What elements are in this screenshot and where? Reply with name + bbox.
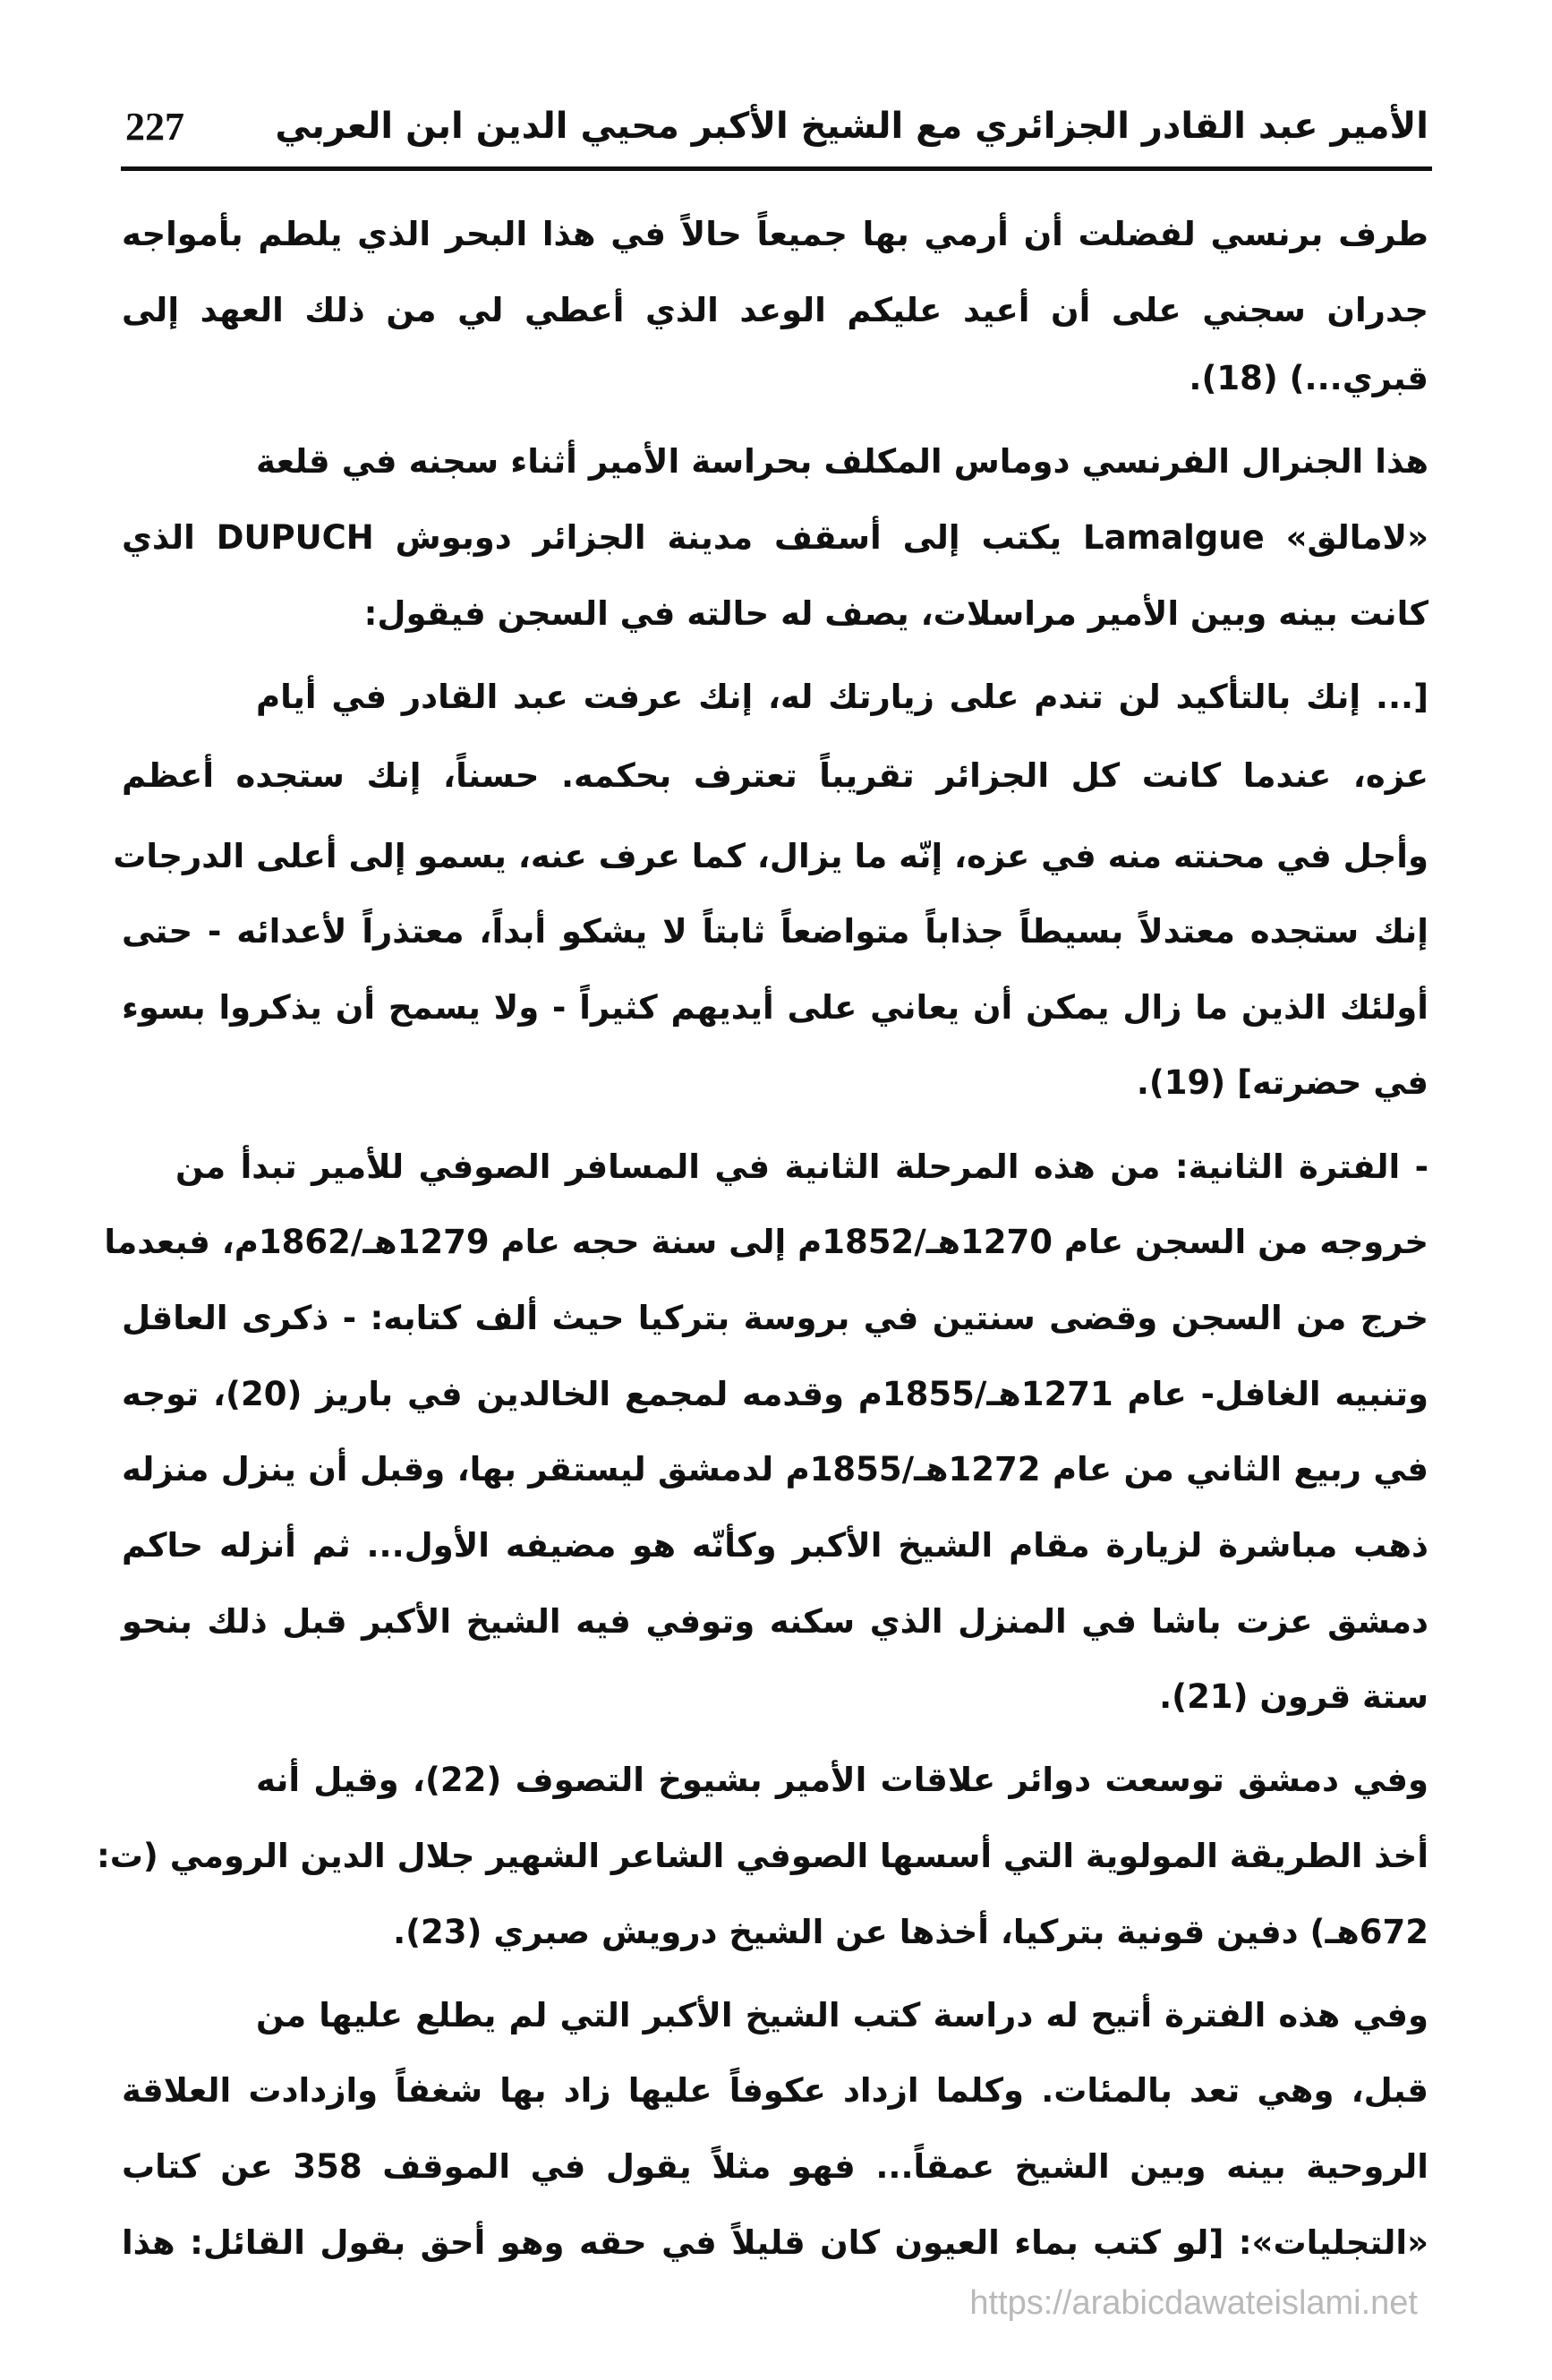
text-line: هذا الجنرال الفرنسي دوماس المكلف بحراسة الأمير أثناء سجنه في قلعة: [256, 442, 1428, 481]
running-title: الأمير عبد القادر الجزائري مع الشيخ الأكبر محيي الدين ابن العربي: [275, 106, 1428, 147]
text-line: وفي هذه الفترة أتيح له دراسة كتب الشيخ الأكبر التي لم يطلع عليها من: [256, 1996, 1428, 2035]
text-line: «لامالق» Lamalgue يكتب إلى أسقف مدينة الجزائر دوبوش DUPUCH الذي: [122, 518, 1428, 557]
text-line: 672هـ) دفين قونية بتركيا، أخذها عن الشيخ درويش صبري (23).: [393, 1913, 1428, 1951]
text-line: «التجليات»: [لو كتب بماء العيون كان قليلاً في حقه وهو أحق بقول القائل: هذا: [122, 2223, 1428, 2262]
text-line: خروجه من السجن عام 1270هـ/1852م إلى سنة حجه عام 1279هـ/1862م، فبعدما: [104, 1223, 1428, 1261]
text-line: وفي دمشق توسعت دوائر علاقات الأمير بشيوخ التصوف (22)، وقيل أنه: [256, 1761, 1428, 1799]
text-line: في حضرته] (19).: [1136, 1063, 1428, 1102]
header-rule: [121, 166, 1432, 171]
text-line: [... إنك بالتأكيد لن تندم على زيارتك له، إنك عرفت عبد القادر في أيام: [256, 678, 1428, 716]
text-line: أخذ الطريقة المولوية التي أسسها الصوفي الشاعر الشهير جلال الدين الرومي (ت:: [96, 1837, 1428, 1875]
text-line: وتنبيه الغافل- عام 1271هـ/1855م وقدمه لمجمع الخالدين في باريز (20)، توجه: [122, 1375, 1428, 1413]
text-line: في ربيع الثاني من عام 1272هـ/1855م لدمشق ليستقر بها، وقبل أن ينزل منزله: [122, 1450, 1428, 1489]
page-number: 227: [125, 105, 184, 149]
text-line: ذهب مباشرة لزيارة مقام الشيخ الأكبر وكأنّه هو مضيفه الأول... ثم أنزله حاكم: [122, 1526, 1428, 1565]
text-line: عزه، عندما كانت كل الجزائر تقريباً تعترف بحكمه. حسناً، إنك ستجده أعظم: [122, 756, 1428, 795]
watermark-url: https://arabicdawateislami.net: [969, 2284, 1418, 2322]
text-line: طرف برنسي لفضلت أن أرمي بها جميعاً حالاً في هذا البحر الذي يلطم بأمواجه: [122, 215, 1428, 253]
text-line: الروحية بينه وبين الشيخ عمقاً... فهو مثلاً يقول في الموقف 358 عن كتاب: [122, 2147, 1428, 2186]
text-line: كانت بينه وبين الأمير مراسلات، يصف له حالته في السجن فيقول:: [363, 594, 1428, 633]
text-line: ستة قرون (21).: [1159, 1677, 1428, 1716]
text-line: دمشق عزت باشا في المنزل الذي سكنه وتوفي فيه الشيخ الأكبر قبل ذلك بنحو: [122, 1602, 1428, 1641]
text-line: خرج من السجن وقضى سنتين في بروسة بتركيا حيث ألف كتابه: - ذكرى العاقل: [122, 1299, 1428, 1337]
text-line: أولئك الذين ما زال يمكن أن يعاني على أيديهم كثيراً - ولا يسمح أن يذكروا بسوء: [122, 988, 1428, 1027]
text-line: قبري...) (18).: [1189, 359, 1428, 397]
text-line: - الفترة الثانية: من هذه المرحلة الثانية في المسافر الصوفي للأمير تبدأ من: [175, 1147, 1428, 1186]
text-line: وأجل في محنته منه في عزه، إنّه ما يزال، كما عرف عنه، يسمو إلى أعلى الدرجات: [113, 837, 1428, 875]
text-line: جدران سجني على أن أعيد عليكم الوعد الذي أعطي لي من ذلك العهد إلى: [122, 291, 1428, 329]
text-line: قبل، وهي تعد بالمئات. وكلما ازداد عكوفاً عليها زاد بها شغفاً وازدادت العلاقة: [122, 2071, 1428, 2110]
text-line: إنك ستجده معتدلاً بسيطاً جذاباً متواضعاً ثابتاً لا يشكو أبداً، معتذراً لأعدائه - حتى: [122, 912, 1428, 951]
